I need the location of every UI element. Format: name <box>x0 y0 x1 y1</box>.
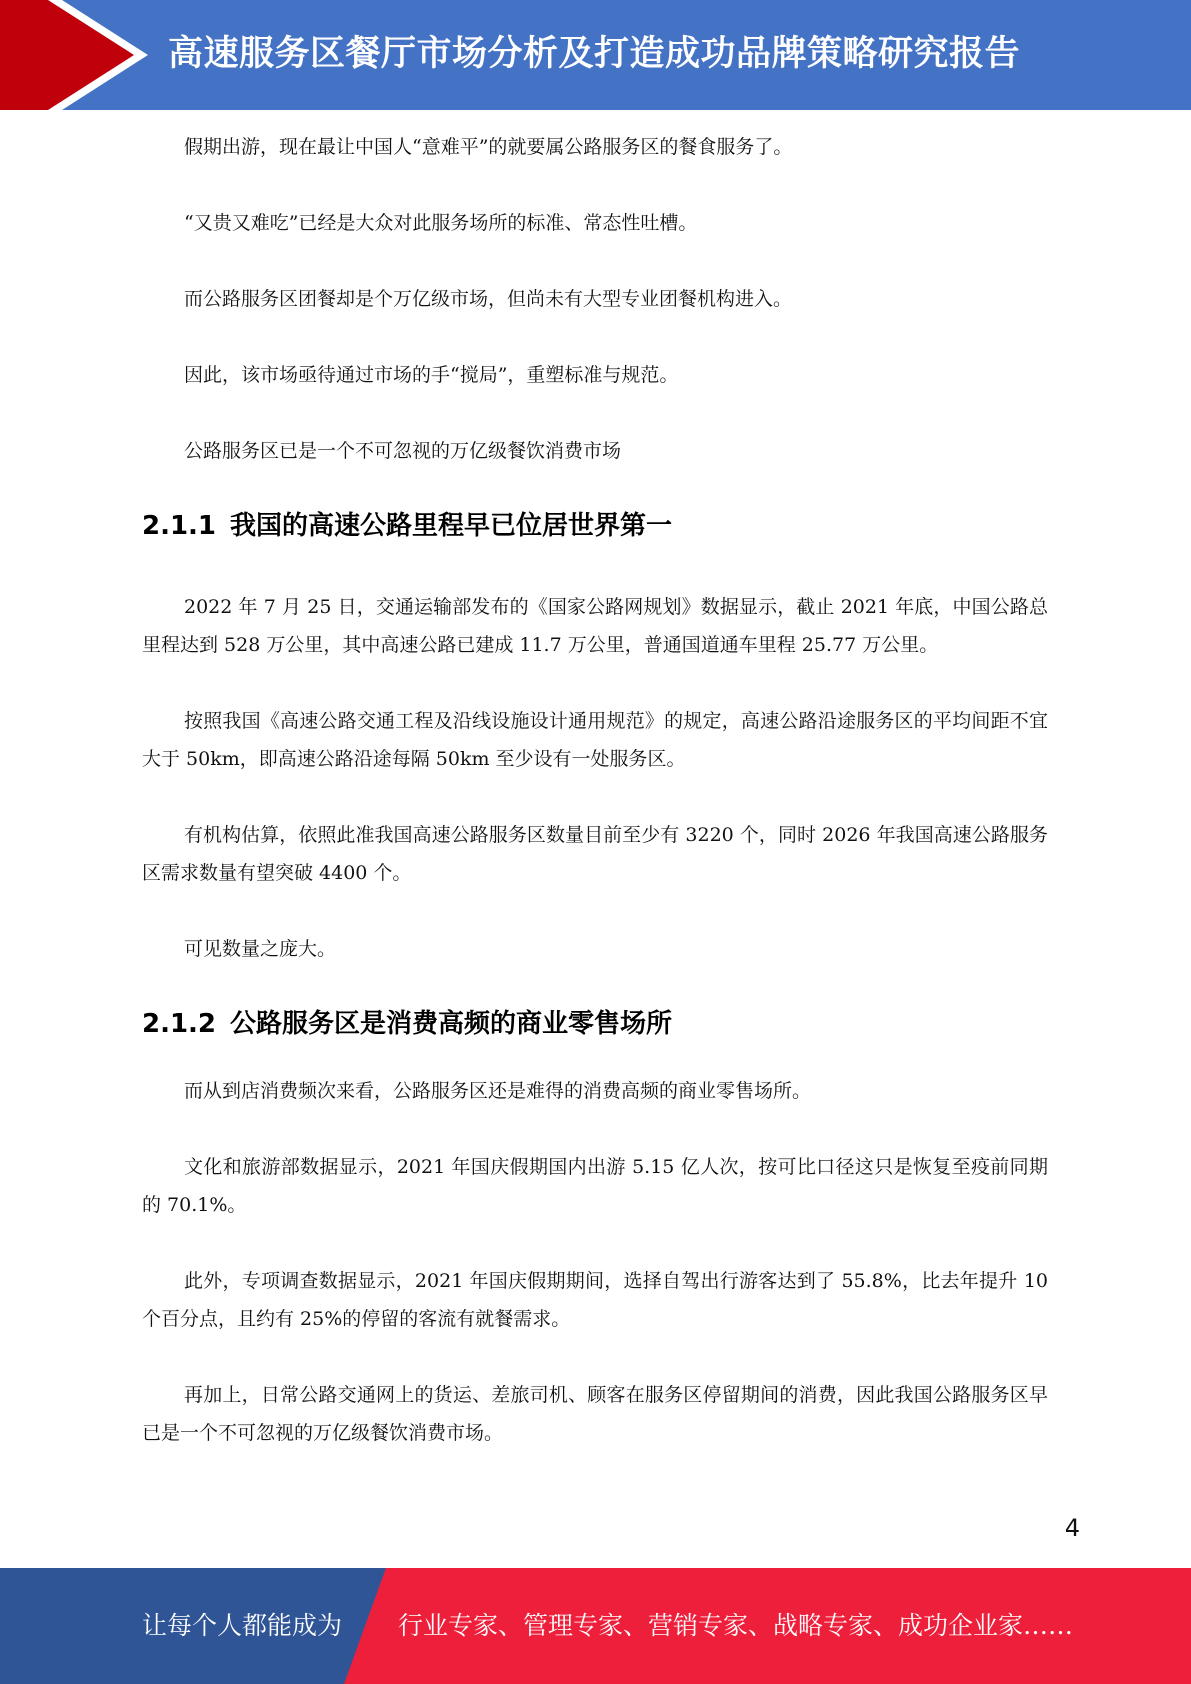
header-chevron-icon <box>0 0 160 110</box>
section-title: 我国的高速公路里程早已位居世界第一 <box>230 511 673 541</box>
document-title: 高速服务区餐厅市场分析及打造成功品牌策略研究报告 <box>168 34 1021 74</box>
section-heading-2-1-2 <box>142 998 1048 1050</box>
intro-paragraph-3: 而公路服务区团餐却是个万亿级市场，但尚未有大型专业团餐机构进入。 <box>184 288 793 310</box>
footer-slogan-left: 让每个人都能成为 <box>142 1611 343 1640</box>
section2-paragraph-1: 而从到店消费频次来看，公路服务区还是难得的消费高频的商业零售场所。 <box>184 1080 812 1102</box>
page-number: 4 <box>1064 1514 1080 1542</box>
intro-paragraph-4: 因此，该市场亟待通过市场的手“搅局”，重塑标准与规范。 <box>184 364 679 386</box>
page-header <box>0 0 1191 110</box>
section-heading-2-1-1 <box>142 500 1048 552</box>
section1-paragraph-1: 2022 年 7 月 25 日，交通运输部发布的《国家公路网规划》数据显示，截止 2021 年底，中国公路总里程达到 528 万公里，其中高速公路已建成 11.7 万公里，普通国道通车里程 25.77 万公里。 <box>142 596 1048 656</box>
section-number: 2.1.2 <box>142 1009 217 1039</box>
intro-paragraph-1: 假期出游，现在最让中国人“意难平”的就要属公路服务区的餐食服务了。 <box>184 136 793 158</box>
section1-paragraph-2: 按照我国《高速公路交通工程及沿线设施设计通用规范》的规定，高速公路沿途服务区的平均间距不宜大于 50km，即高速公路沿途每隔 50km 至少设有一处服务区。 <box>142 710 1048 770</box>
document-body <box>142 128 1048 1452</box>
section2-paragraph-3: 此外，专项调查数据显示，2021 年国庆假期期间，选择自驾出行游客达到了 55.8%，比去年提升 10 个百分点，且约有 25%的停留的客流有就餐需求。 <box>142 1270 1048 1330</box>
footer-slogan-right: 行业专家、管理专家、营销专家、战略专家、成功企业家…… <box>398 1611 1074 1640</box>
section2-paragraph-2: 文化和旅游部数据显示，2021 年国庆假期国内出游 5.15 亿人次，按可比口径这只是恢复至疫前同期的 70.1%。 <box>142 1156 1048 1216</box>
section-title: 公路服务区是消费高频的商业零售场所 <box>230 1009 673 1039</box>
section1-paragraph-3: 有机构估算，依照此准我国高速公路服务区数量目前至少有 3220 个，同时 2026 年我国高速公路服务区需求数量有望突破 4400 个。 <box>142 824 1048 884</box>
section-number: 2.1.1 <box>142 511 217 541</box>
intro-paragraph-2: “又贵又难吃”已经是大众对此服务场所的标准、常态性吐槽。 <box>184 212 698 234</box>
section1-paragraph-4: 可见数量之庞大。 <box>184 938 337 960</box>
intro-paragraph-5: 公路服务区已是一个不可忽视的万亿级餐饮消费市场 <box>184 440 622 462</box>
section2-paragraph-4: 再加上，日常公路交通网上的货运、差旅司机、顾客在服务区停留期间的消费，因此我国公路服务区早已是一个不可忽视的万亿级餐饮消费市场。 <box>142 1384 1048 1444</box>
page-footer <box>0 1568 1191 1684</box>
